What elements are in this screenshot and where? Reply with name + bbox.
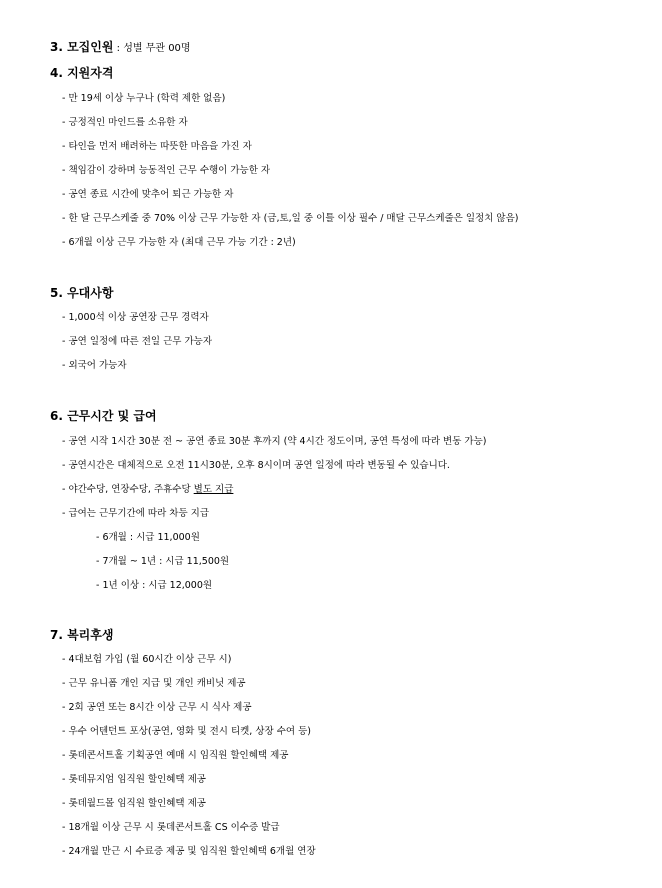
section-3-heading: [50, 38, 191, 55]
list-item: - 긍정적인 마인드를 소유한 자: [62, 117, 188, 128]
list-item: - 공연 종료 시간에 맞추어 퇴근 가능한 자: [62, 189, 234, 200]
list-item: - 타인을 먼저 배려하는 따뜻한 마음을 가진 자: [62, 141, 252, 152]
list-item: - 만 19세 이상 누구나 (학력 제한 없음): [62, 93, 226, 104]
pay-tier-item: - 6개월 : 시급 11,000원: [96, 532, 200, 543]
list-item: - 우수 어텐던트 포상(공연, 영화 및 전시 티켓, 상장 수여 등): [62, 726, 311, 737]
list-item: - 외국어 가능자: [62, 360, 127, 371]
section-6-title: 6. 근무시간 및 급여: [50, 409, 157, 423]
list-item: - 공연 시작 1시간 30분 전 ~ 공연 종료 30분 후까지 (약 4시간 정도이며, 공연 특성에 따라 변동 가능): [62, 436, 487, 447]
section-3-title: 3. 모집인원: [50, 40, 114, 54]
list-item: - 공연시간은 대체적으로 오전 11시30분, 오후 8시이며 공연 일정에 따라 변동될 수 있습니다.: [62, 460, 450, 471]
list-item: - 급여는 근무기간에 따라 차등 지급: [62, 508, 210, 519]
section-4-title: 4. 지원자격: [50, 66, 114, 80]
list-item: - 롯데월드몰 임직원 할인혜택 제공: [62, 798, 206, 809]
list-item: - 2회 공연 또는 8시간 이상 근무 시 식사 제공: [62, 702, 252, 713]
pay-tier-item: - 1년 이상 : 시급 12,000원: [96, 580, 213, 591]
list-item-allowance: [62, 481, 233, 495]
list-item: - 1,000석 이상 공연장 근무 경력자: [62, 312, 209, 323]
list-item: - 공연 일정에 따른 전일 근무 가능자: [62, 336, 213, 347]
list-item: - 18개월 이상 근무 시 롯데콘서트홀 CS 이수증 발급: [62, 822, 280, 833]
list-item: - 24개월 만근 시 수료증 제공 및 임직원 할인혜택 6개월 연장: [62, 846, 316, 857]
list-item: - 롯데콘서트홀 기획공연 예매 시 임직원 할인혜택 제공: [62, 750, 289, 761]
list-item: - 4대보험 가입 (월 60시간 이상 근무 시): [62, 654, 232, 665]
allowance-underlined-text: 별도 지급: [193, 484, 234, 495]
list-item: - 롯데뮤지엄 임직원 할인혜택 제공: [62, 774, 206, 785]
list-item: - 근무 유니폼 개인 지급 및 개인 캐비닛 제공: [62, 678, 246, 689]
section-3-detail: : 성별 무관 00명: [113, 43, 191, 54]
list-item: - 6개월 이상 근무 가능한 자 (최대 근무 가능 기간 : 2년): [62, 237, 296, 248]
list-item: - 책임감이 강하며 능동적인 근무 수행이 가능한 자: [62, 165, 271, 176]
allowance-text: - 야간수당, 연장수당, 주휴수당: [62, 484, 194, 495]
section-5-title: 5. 우대사항: [50, 286, 114, 300]
section-7-title: 7. 복리후생: [50, 628, 114, 642]
list-item: - 한 달 근무스케줄 중 70% 이상 근무 가능한 자 (금,토,일 중 이틀 이상 필수 / 매달 근무스케줄은 일정치 않음): [62, 213, 519, 224]
pay-tier-item: - 7개월 ~ 1년 : 시급 11,500원: [96, 556, 230, 567]
